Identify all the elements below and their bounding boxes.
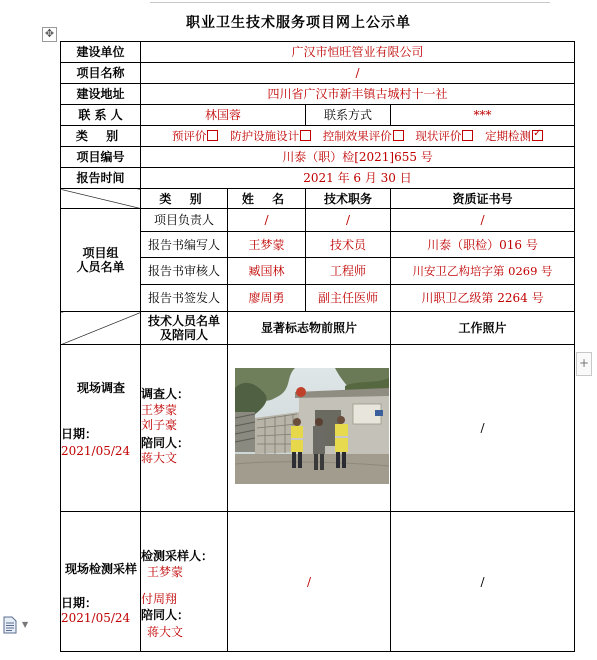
team-title: / (306, 209, 391, 232)
checkbox-status-eval[interactable] (462, 130, 473, 141)
photo-header-corner (61, 312, 141, 345)
team-row (61, 209, 575, 232)
team-header-name: 姓 名 (228, 189, 306, 209)
team-name: 王梦蒙 (228, 232, 306, 258)
sampling-landmark-photo: / (306, 574, 312, 589)
plus-icon[interactable]: + (576, 352, 592, 376)
site-photo[interactable] (235, 368, 389, 484)
contact-method-label: 联系方式 (306, 105, 391, 126)
org-label: 建设单位 (61, 42, 141, 63)
report-time-label: 报告时间 (61, 168, 141, 189)
org-value: 广汉市恒旺管业有限公司 (141, 42, 575, 63)
option-control-effect[interactable]: 控制效果评价 (323, 129, 404, 143)
survey-label-cell (61, 345, 141, 512)
team-title: 副主任医师 (306, 285, 391, 312)
survey-work-cell (391, 345, 575, 512)
sampling-work-cell (391, 512, 575, 652)
page-title: 职业卫生技术服务项目网上公示单 (186, 15, 411, 31)
photo-header-work: 工作照片 (391, 312, 575, 345)
survey-label: 现场调查 (76, 381, 125, 395)
photo-header-row (61, 312, 575, 345)
row-project (61, 63, 575, 84)
contact-value: 林国蓉 (141, 105, 306, 126)
team-cert: 川职卫乙级第 2264 号 (391, 285, 575, 312)
option-protection-design[interactable]: 防护设施设计 (230, 129, 311, 143)
option-status-eval[interactable]: 现状评价 (415, 129, 473, 143)
checkbox-protection-design[interactable] (300, 130, 311, 141)
move-cross-icon[interactable]: ✥ (42, 27, 57, 42)
survey-companion-label: 陪同人： (141, 436, 190, 450)
team-section-label: 项目组 人员名单 (61, 209, 141, 312)
contact-label: 联 系 人 (61, 105, 141, 126)
team-header-title: 技术职务 (306, 189, 391, 209)
survey-date-value: 2021/05/24 (61, 444, 131, 458)
category-options (141, 126, 575, 147)
address-value: 四川省广汉市新丰镇古城村十一社 (141, 84, 575, 105)
row-category (61, 126, 575, 147)
sampling-companion: 蒋大文 (147, 625, 184, 639)
team-name: 臧国林 (228, 258, 306, 285)
document-icon[interactable] (2, 616, 18, 634)
team-cert: 川泰（职检）016 号 (391, 232, 575, 258)
sampling-companion-label: 陪同人： (141, 608, 190, 622)
header-rule (150, 2, 550, 3)
team-role: 报告书签发人 (141, 285, 228, 312)
team-title: 工程师 (306, 258, 391, 285)
survey-investigator: 刘子豪 (141, 418, 178, 432)
team-header-cert: 资质证书号 (391, 189, 575, 209)
team-title: 技术员 (306, 232, 391, 258)
survey-work-photo: / (480, 421, 485, 435)
sampling-sampler-label: 检测采样人： (141, 549, 214, 563)
chevron-down-icon[interactable]: ▼ (22, 620, 29, 629)
row-address (61, 84, 575, 105)
survey-date-label: 日期： (61, 427, 98, 441)
team-role: 报告书编写人 (141, 232, 228, 258)
row-report-time (61, 168, 575, 189)
option-periodic-test[interactable]: 定期检测✓ (485, 129, 543, 143)
sampling-row (61, 512, 575, 652)
team-name: 廖周勇 (228, 285, 306, 312)
report-time-value: 2021 年 6 月 30 日 (141, 168, 575, 189)
checkbox-periodic-test[interactable] (532, 130, 543, 141)
team-cert: 川安卫乙构培字第 0269 号 (391, 258, 575, 285)
project-no-value: 川泰（职）检[2021]655 号 (141, 147, 575, 168)
address-label: 建设地址 (61, 84, 141, 105)
row-contact (61, 105, 575, 126)
sampling-staff-cell (141, 512, 228, 652)
team-header-category: 类 别 (141, 189, 228, 209)
contact-method-value: *** (391, 105, 575, 126)
checkbox-control-effect[interactable] (393, 130, 404, 141)
row-project-no (61, 147, 575, 168)
project-value: / (141, 63, 575, 84)
sampling-date-value: 2021/05/24 (61, 611, 131, 625)
category-label: 类 别 (61, 126, 141, 147)
team-role: 报告书审核人 (141, 258, 228, 285)
team-header-corner (61, 189, 141, 209)
survey-row (61, 345, 575, 512)
project-label: 项目名称 (61, 63, 141, 84)
survey-staff-cell (141, 345, 228, 512)
checkbox-pre-eval[interactable] (207, 130, 218, 141)
team-header-row (61, 189, 575, 209)
sampling-label-cell (61, 512, 141, 652)
sampling-sampler: 付周翔 (141, 592, 178, 606)
sampling-sampler: 王梦蒙 (147, 565, 184, 579)
sampling-label: 现场检测采样 (64, 562, 137, 576)
survey-investigator-label: 调查人： (141, 387, 190, 401)
survey-landmark-cell (228, 345, 391, 512)
photo-header-staff: 技术人员名单 及陪同人 (141, 312, 228, 345)
notice-table (60, 41, 575, 652)
row-org (61, 42, 575, 63)
sampling-landmark-cell (228, 512, 391, 652)
team-role: 项目负责人 (141, 209, 228, 232)
option-pre-eval[interactable]: 预评价 (172, 129, 219, 143)
sampling-date-label: 日期： (61, 596, 98, 610)
team-name: / (228, 209, 306, 232)
survey-investigator: 王梦蒙 (141, 403, 178, 417)
team-cert: / (391, 209, 575, 232)
photo-header-landmark: 显著标志物前照片 (228, 312, 391, 345)
survey-companion: 蒋大文 (141, 451, 178, 465)
project-no-label: 项目编号 (61, 147, 141, 168)
sampling-work-photo: / (480, 574, 485, 589)
